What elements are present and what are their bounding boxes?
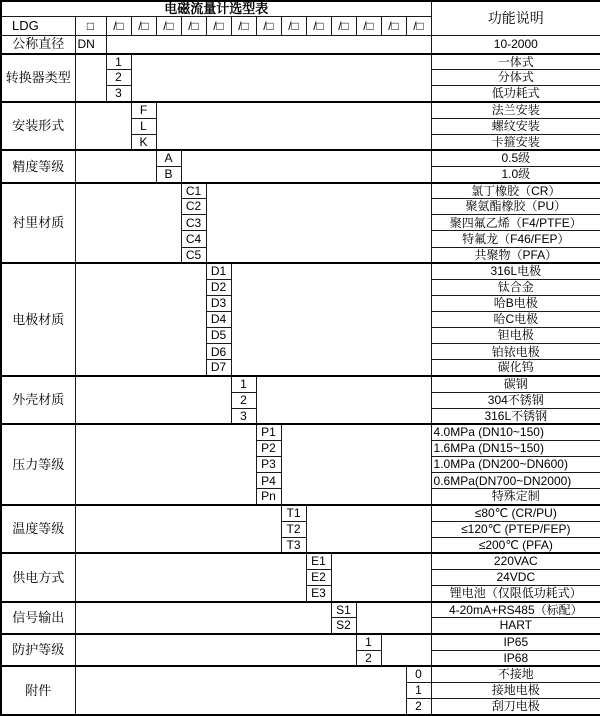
option-desc: 共聚物（PFA）	[431, 247, 600, 263]
option-desc: 1.0级	[431, 166, 600, 182]
gap-left	[75, 602, 331, 634]
option-desc: 聚氨酯橡胶（PU）	[431, 199, 600, 215]
gap-left	[75, 263, 206, 376]
option-code: E1	[306, 553, 331, 569]
option-desc: 锂电池（仅限低功耗式）	[431, 586, 600, 602]
option-code: 1	[231, 376, 256, 392]
gap-right	[256, 376, 431, 424]
option-code: D4	[206, 312, 231, 328]
option-code: C5	[181, 247, 206, 263]
option-desc: 304不锈钢	[431, 392, 600, 408]
option-desc: 不接地	[431, 666, 600, 682]
option-code: Pn	[256, 489, 281, 505]
gap-left	[75, 634, 356, 666]
option-desc: 氯丁橡胶（CR）	[431, 183, 600, 199]
option-code: P2	[256, 441, 281, 457]
option-code: F	[131, 102, 156, 118]
option-code: 2	[231, 392, 256, 408]
option-desc: IP65	[431, 634, 600, 650]
option-code: 1	[406, 682, 431, 698]
category-label: 附件	[1, 666, 75, 715]
option-code: P1	[256, 424, 281, 440]
dn-label: 公称直径	[1, 35, 75, 53]
gap-left	[75, 102, 131, 150]
table-title: 电磁流量计选型表	[1, 1, 431, 16]
option-desc: 哈B电极	[431, 295, 600, 311]
option-desc: 碳钢	[431, 376, 600, 392]
gap-cell	[106, 35, 431, 53]
option-desc: 铂铱电极	[431, 344, 600, 360]
category-label: 防护等级	[1, 634, 75, 666]
option-desc: HART	[431, 618, 600, 634]
gap-right	[156, 102, 431, 150]
dn-desc: 10-2000	[431, 35, 600, 53]
option-desc: 特殊定制	[431, 489, 600, 505]
option-code: B	[156, 166, 181, 182]
option-desc: 哈C电极	[431, 312, 600, 328]
option-desc: 特氟龙（F46/FEP）	[431, 231, 600, 247]
option-desc: 法兰安装	[431, 102, 600, 118]
category-label: 安装形式	[1, 102, 75, 150]
gap-left	[75, 54, 106, 102]
option-desc: 刮刀电极	[431, 699, 600, 715]
gap-left	[75, 183, 181, 264]
option-desc: ≤200℃ (PFA)	[431, 537, 600, 553]
option-desc: 分体式	[431, 70, 600, 86]
model-code-slot: /□	[206, 16, 231, 35]
option-desc: 低功耗式	[431, 86, 600, 102]
option-code: D7	[206, 360, 231, 376]
selection-table-body	[1, 1, 600, 715]
option-code: D3	[206, 295, 231, 311]
option-desc: IP68	[431, 650, 600, 666]
model-code-slot: /□	[406, 16, 431, 35]
option-code: S1	[331, 602, 356, 618]
option-code: K	[131, 134, 156, 150]
category-label: 信号输出	[1, 602, 75, 634]
model-code-slot: /□	[306, 16, 331, 35]
option-desc: 卡箍安装	[431, 134, 600, 150]
category-label: 电极材质	[1, 263, 75, 376]
gap-right	[356, 602, 431, 634]
option-code: T3	[281, 537, 306, 553]
option-code: 2	[106, 70, 131, 86]
category-label: 外壳材质	[1, 376, 75, 424]
category-label: 供电方式	[1, 553, 75, 601]
gap-right	[181, 150, 431, 182]
gap-right	[306, 505, 431, 553]
option-desc: ≤80℃ (CR/PU)	[431, 505, 600, 521]
category-label: 压力等级	[1, 424, 75, 505]
option-desc: 0.5级	[431, 150, 600, 166]
option-code: C1	[181, 183, 206, 199]
gap-left	[75, 424, 256, 505]
gap-right	[131, 54, 431, 102]
option-code: T1	[281, 505, 306, 521]
model-code-slot: /□	[356, 16, 381, 35]
function-desc-header: 功能说明	[431, 1, 600, 35]
option-code: 3	[231, 408, 256, 424]
option-code: C4	[181, 231, 206, 247]
model-code-slot: /□	[106, 16, 131, 35]
category-label: 衬里材质	[1, 183, 75, 264]
option-code: 1	[356, 634, 381, 650]
option-code: D1	[206, 263, 231, 279]
option-code: E3	[306, 586, 331, 602]
gap-right	[231, 263, 431, 376]
option-desc: 316L不锈钢	[431, 408, 600, 424]
category-label: 精度等级	[1, 150, 75, 182]
option-desc: 4-20mA+RS485（标配）	[431, 602, 600, 618]
model-code-box: □	[75, 16, 106, 35]
option-code: 2	[356, 650, 381, 666]
option-code: D6	[206, 344, 231, 360]
gap-right	[281, 424, 431, 505]
option-desc: 1.6MPa (DN15~150)	[431, 441, 600, 457]
option-code: P3	[256, 457, 281, 473]
model-code-slot: /□	[281, 16, 306, 35]
option-desc: 一体式	[431, 54, 600, 70]
option-code: D5	[206, 328, 231, 344]
option-desc: 1.0MPa (DN200~DN600)	[431, 457, 600, 473]
category-label: 温度等级	[1, 505, 75, 553]
option-code: P4	[256, 473, 281, 489]
model-code-slot: /□	[156, 16, 181, 35]
option-desc: 220VAC	[431, 553, 600, 569]
option-code: S2	[331, 618, 356, 634]
model-code-slot: /□	[331, 16, 356, 35]
model-prefix: LDG	[1, 16, 75, 35]
option-desc: 钛合金	[431, 279, 600, 295]
option-code: A	[156, 150, 181, 166]
option-code: D2	[206, 279, 231, 295]
category-label: 转换器类型	[1, 54, 75, 102]
option-code: L	[131, 118, 156, 134]
option-desc: 24VDC	[431, 570, 600, 586]
gap-right	[206, 183, 431, 264]
option-desc: 4.0MPa (DN10~150)	[431, 424, 600, 440]
option-code: 1	[106, 54, 131, 70]
option-desc: 接地电极	[431, 682, 600, 698]
model-code-slot: /□	[256, 16, 281, 35]
option-code: 3	[106, 86, 131, 102]
gap-left	[75, 150, 156, 182]
model-code-slot: /□	[381, 16, 406, 35]
gap-left	[75, 376, 231, 424]
option-desc: 碳化钨	[431, 360, 600, 376]
option-desc: ≤120℃ (PTEP/FEP)	[431, 521, 600, 537]
option-code: T2	[281, 521, 306, 537]
model-code-slot: /□	[181, 16, 206, 35]
model-code-slot: /□	[231, 16, 256, 35]
option-code: 0	[406, 666, 431, 682]
gap-left	[75, 553, 306, 601]
dn-code: DN	[75, 35, 106, 53]
option-desc: 钽电极	[431, 328, 600, 344]
option-desc: 螺纹安装	[431, 118, 600, 134]
option-code: C3	[181, 215, 206, 231]
gap-left	[75, 505, 281, 553]
option-desc: 0.6MPa(DN700~DN2000)	[431, 473, 600, 489]
option-desc: 聚四氟乙烯（F4/PTFE）	[431, 215, 600, 231]
gap-right	[381, 634, 431, 666]
option-code: E2	[306, 570, 331, 586]
option-desc: 316L电极	[431, 263, 600, 279]
option-code: C2	[181, 199, 206, 215]
gap-right	[331, 553, 431, 601]
gap-left	[75, 666, 406, 715]
model-code-slot: /□	[131, 16, 156, 35]
option-code: 2	[406, 699, 431, 715]
